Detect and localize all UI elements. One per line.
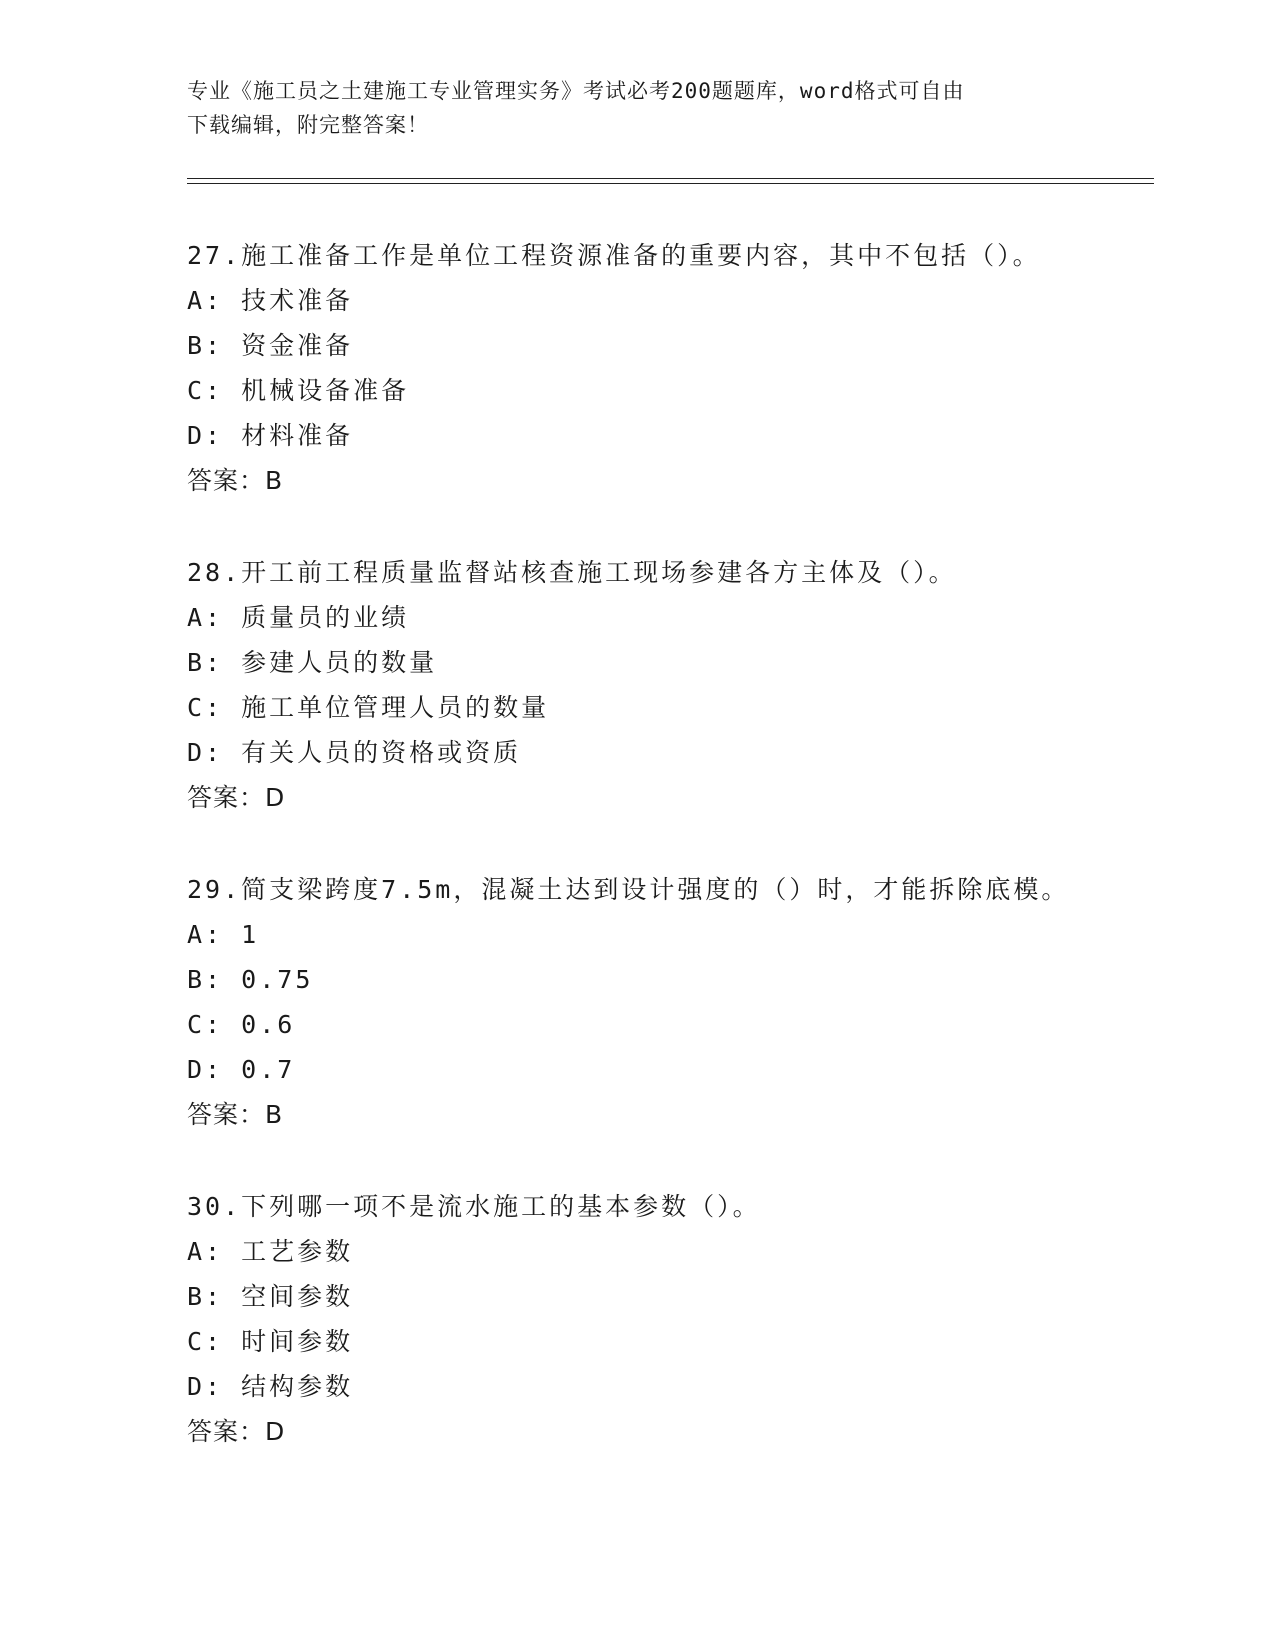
- question-28: [187, 550, 1147, 820]
- option-d: D: 结构参数: [187, 1372, 354, 1401]
- question-27: [187, 233, 1147, 503]
- header-line-1: 专业《施工员之土建施工专业管理实务》考试必考200题题库，word格式可自由: [187, 79, 965, 103]
- header-line-2: 下载编辑，附完整答案！: [187, 113, 429, 137]
- question-title: 28.开工前工程质量监督站核查施工现场参建各方主体及（）。: [187, 558, 957, 587]
- option-a: A: 技术准备: [187, 286, 354, 315]
- answer-label: 答案：D: [187, 1417, 286, 1446]
- option-b: B: 资金准备: [187, 331, 354, 360]
- option-d: D: 0.7: [187, 1055, 296, 1084]
- option-c: C: 时间参数: [187, 1327, 354, 1356]
- option-b: B: 参建人员的数量: [187, 648, 438, 677]
- answer-label: 答案：D: [187, 783, 286, 812]
- question-29: [187, 867, 1147, 1137]
- question-title: 29.简支梁跨度7.5m，混凝土达到设计强度的（）时，才能拆除底模。: [187, 875, 1070, 904]
- option-c: C: 施工单位管理人员的数量: [187, 693, 550, 722]
- answer-label: 答案：B: [187, 1100, 284, 1129]
- option-c: C: 0.6: [187, 1010, 296, 1039]
- option-d: D: 材料准备: [187, 421, 354, 450]
- option-a: A: 工艺参数: [187, 1237, 354, 1266]
- option-d: D: 有关人员的资格或资质: [187, 738, 522, 767]
- header-divider-bottom: [187, 183, 1154, 184]
- option-a: A: 质量员的业绩: [187, 603, 410, 632]
- option-b: B: 空间参数: [187, 1282, 354, 1311]
- document-header: [187, 74, 1087, 142]
- answer-label: 答案：B: [187, 466, 284, 495]
- option-b: B: 0.75: [187, 965, 314, 994]
- question-title: 27.施工准备工作是单位工程资源准备的重要内容，其中不包括（）。: [187, 241, 1041, 270]
- header-divider-top: [187, 178, 1154, 179]
- question-30: [187, 1184, 1147, 1454]
- option-a: A: 1: [187, 920, 260, 949]
- question-title: 30.下列哪一项不是流水施工的基本参数（）。: [187, 1192, 761, 1221]
- option-c: C: 机械设备准备: [187, 376, 410, 405]
